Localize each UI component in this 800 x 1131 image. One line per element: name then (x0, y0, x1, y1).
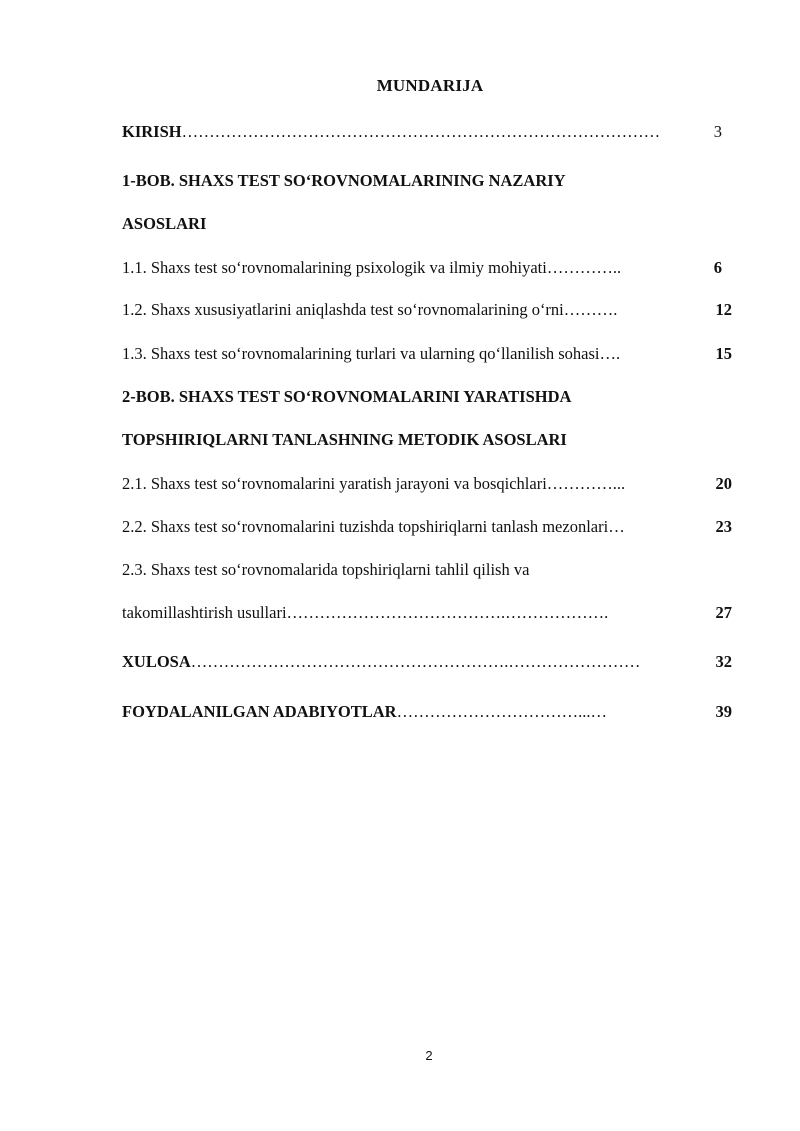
toc-entry-dots: ……………………………...… (396, 702, 607, 721)
toc-entry-page: 15 (715, 344, 732, 363)
toc-entry-1-2 (122, 300, 732, 320)
toc-entry-page: 20 (715, 474, 732, 493)
toc-entry-label: takomillashtirish usullari (122, 603, 287, 622)
toc-entry-2-3-line-1: 2.3. Shaxs test so‘rovnomalarida topshiriqlarni tahlil qilish va (122, 560, 530, 579)
toc-entry-label: 1.1. Shaxs test so‘rovnomalarining psixologik va ilmiy mohiyati (122, 258, 547, 277)
toc-entry-dots: ………………………………………………….…………………… (190, 652, 641, 671)
toc-entry-page: 23 (715, 517, 732, 536)
toc-entry-label: FOYDALANILGAN ADABIYOTLAR (122, 702, 397, 721)
toc-entry-2-1 (122, 474, 732, 494)
toc-entry-1-1 (122, 258, 732, 278)
toc-entry-dots: … (608, 517, 625, 536)
toc-entry-kirish (122, 122, 732, 142)
chapter-1-heading-line-2: ASOSLARI (122, 214, 207, 233)
toc-entry-label: 1.3. Shaxs test so‘rovnomalarining turlari va ularning qo‘llanilish sohasi (122, 344, 600, 363)
toc-entry-page: 27 (715, 603, 732, 622)
toc-title: MUNDARIJA (376, 76, 484, 95)
chapter-1-heading-line-1: 1-BOB. SHAXS TEST SO‘ROVNOMALARINING NAZARIY (122, 171, 566, 190)
chapter-2-heading-line-1: 2-BOB. SHAXS TEST SO‘ROVNOMALARINI YARATISHDA (122, 387, 572, 406)
chapter-2-heading-line-2: TOPSHIRIQLARNI TANLASHNING METODIK ASOSLARI (122, 430, 567, 449)
toc-entry-dots: …………………………………………………………………………… (181, 122, 661, 141)
toc-entry-xulosa (122, 652, 732, 672)
toc-entry-page: 39 (715, 702, 732, 721)
page-number: 2 (425, 1048, 433, 1063)
toc-entry-dots: ………….. (546, 258, 622, 277)
toc-entry-dots: ………. (563, 300, 618, 319)
toc-entry-page: 12 (715, 300, 732, 319)
toc-entry-adabiyotlar (122, 702, 732, 722)
toc-entry-dots: …………... (546, 474, 626, 493)
toc-entry-dots: …. (599, 344, 621, 363)
toc-entry-page: 32 (715, 652, 732, 671)
toc-entry-2-2 (122, 517, 732, 537)
toc-entry-label: 2.2. Shaxs test so‘rovnomalarini tuzishda topshiriqlarni tanlash mezonlari (122, 517, 609, 536)
toc-entry-page: 6 (713, 258, 722, 277)
toc-entry-label: 1.2. Shaxs xususiyatlarini aniqlashda test so‘rovnomalarining o‘rni (122, 300, 564, 319)
toc-entry-1-3 (122, 344, 732, 364)
toc-entry-page: 3 (713, 122, 722, 141)
toc-entry-label: KIRISH (122, 122, 182, 141)
toc-entry-2-3 (122, 603, 732, 623)
toc-entry-dots: ………………………………….………………. (286, 603, 609, 622)
toc-entry-label: XULOSA (122, 652, 191, 671)
toc-entry-label: 2.1. Shaxs test so‘rovnomalarini yaratish jarayoni va bosqichlari (122, 474, 547, 493)
